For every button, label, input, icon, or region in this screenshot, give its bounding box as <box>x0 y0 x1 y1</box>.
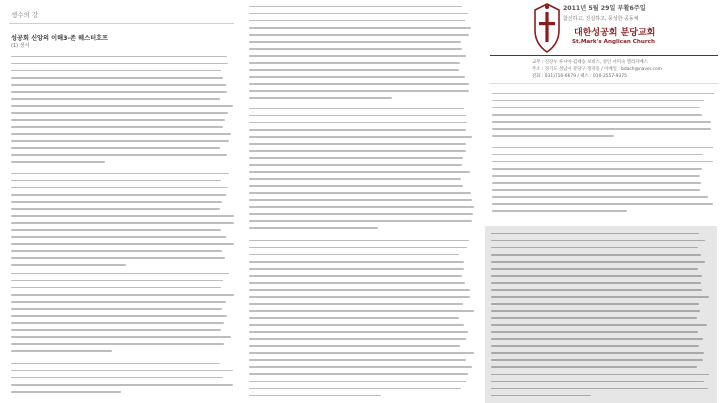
text-line <box>249 38 475 45</box>
text-line <box>11 102 235 109</box>
text-line <box>491 343 713 350</box>
text-line <box>11 262 235 269</box>
text-line <box>11 81 235 88</box>
highlight-box <box>485 226 717 403</box>
text-line <box>249 357 475 364</box>
text-line <box>11 60 235 67</box>
masthead <box>482 0 720 85</box>
text-line <box>11 388 235 395</box>
text-line <box>491 392 713 399</box>
text-line <box>491 350 713 357</box>
contact-rule <box>490 83 718 84</box>
church-motto: 참신하고, 진실하고, 풍성한 공동체 <box>563 16 639 22</box>
text-line <box>491 322 713 329</box>
text-line <box>491 244 713 251</box>
text-line <box>492 97 716 104</box>
text-line <box>11 233 235 240</box>
text-line <box>249 204 475 211</box>
text-line <box>11 226 235 233</box>
text-line <box>249 218 475 225</box>
text-line <box>11 381 235 388</box>
date-issue: 2011년 5월 29일 부활6주일 <box>563 5 646 12</box>
text-line <box>492 193 716 200</box>
article-body-3 <box>11 270 235 355</box>
text-line <box>249 59 475 66</box>
text-line <box>491 258 713 265</box>
text-line <box>249 251 475 258</box>
section-header <box>9 4 234 24</box>
text-line <box>11 374 235 381</box>
text-line <box>249 95 475 102</box>
text-line <box>249 244 475 251</box>
text-line <box>491 251 713 258</box>
text-line <box>249 336 475 343</box>
text-line <box>249 10 475 17</box>
text-line <box>11 248 235 255</box>
right-body-2 <box>492 144 716 214</box>
middle-body-3 <box>249 237 475 399</box>
text-line <box>249 52 475 59</box>
text-line <box>249 197 475 204</box>
text-line <box>249 88 475 95</box>
text-line <box>11 291 235 298</box>
article-subtitle: (1) 성서 <box>11 43 30 49</box>
text-line <box>249 66 475 73</box>
text-line <box>11 145 235 152</box>
text-line <box>249 300 475 307</box>
text-line <box>249 371 475 378</box>
text-line <box>491 315 713 322</box>
church-shield-icon <box>532 2 562 56</box>
text-line <box>249 190 475 197</box>
text-line <box>492 104 716 111</box>
text-line <box>249 286 475 293</box>
text-line <box>491 272 713 279</box>
text-line <box>11 131 235 138</box>
text-line <box>492 158 716 165</box>
text-line <box>492 172 716 179</box>
text-line <box>492 132 716 139</box>
text-line <box>11 360 235 367</box>
text-line <box>249 147 475 154</box>
text-line <box>11 88 235 95</box>
text-line <box>249 133 475 140</box>
left-column <box>0 0 241 403</box>
text-line <box>491 237 713 244</box>
text-line <box>249 175 475 182</box>
text-line <box>492 144 716 151</box>
text-line <box>249 279 475 286</box>
text-line <box>491 378 713 385</box>
church-name-ko: 대한성공회 분당교회 <box>574 28 656 38</box>
masthead-rule <box>490 55 718 56</box>
contact-address: 주소 : 경기도 성남시 분당구 정자동 / 이메일 : bdach@naver.com <box>532 67 662 72</box>
text-line <box>249 168 475 175</box>
text-line <box>11 198 235 205</box>
text-line <box>11 284 235 291</box>
text-line <box>491 364 713 371</box>
text-line <box>491 371 713 378</box>
text-line <box>11 219 235 226</box>
text-line <box>11 123 235 130</box>
middle-body-1 <box>249 3 475 102</box>
text-line <box>11 240 235 247</box>
text-line <box>249 183 475 190</box>
contact-phone: 전화 : 031)716-6679 / 팩스 : 010-2557-9375 <box>532 74 627 79</box>
text-line <box>249 45 475 52</box>
text-line <box>11 333 235 340</box>
text-line <box>249 24 475 31</box>
text-line <box>491 265 713 272</box>
text-line <box>249 265 475 272</box>
text-line <box>249 31 475 38</box>
text-line <box>491 230 713 237</box>
right-column <box>482 0 720 403</box>
text-line <box>11 67 235 74</box>
section-label: 생수의 강 <box>11 11 39 19</box>
text-line <box>11 177 235 184</box>
text-line <box>11 340 235 347</box>
text-line <box>249 112 475 119</box>
text-line <box>11 326 235 333</box>
text-line <box>11 367 235 374</box>
text-line <box>11 53 235 60</box>
text-line <box>249 154 475 161</box>
text-line <box>249 3 475 10</box>
text-line <box>11 74 235 81</box>
text-line <box>249 81 475 88</box>
text-line <box>491 293 713 300</box>
text-line <box>491 308 713 315</box>
text-line <box>492 179 716 186</box>
text-line <box>11 305 235 312</box>
text-line <box>249 161 475 168</box>
text-line <box>491 329 713 336</box>
text-line <box>249 293 475 300</box>
article-body-4 <box>11 360 235 395</box>
text-line <box>11 152 235 159</box>
text-line <box>492 118 716 125</box>
text-line <box>492 125 716 132</box>
text-line <box>249 378 475 385</box>
text-line <box>249 329 475 336</box>
text-line <box>491 300 713 307</box>
highlight-body <box>491 230 713 399</box>
right-body-1 <box>492 90 716 139</box>
text-line <box>249 105 475 112</box>
text-line <box>491 385 713 392</box>
text-line <box>249 364 475 371</box>
text-line <box>249 322 475 329</box>
text-line <box>249 385 475 392</box>
text-line <box>11 348 235 355</box>
text-line <box>11 319 235 326</box>
text-line <box>249 350 475 357</box>
text-line <box>11 277 235 284</box>
article-body-1 <box>11 53 235 166</box>
text-line <box>249 211 475 218</box>
text-line <box>249 17 475 24</box>
contact-staff: 교무 : 신강우 루시아·김세승 보비스, 성인 서미숙 엘리자베스 <box>532 60 648 65</box>
text-line <box>11 95 235 102</box>
article-body-2 <box>11 170 235 269</box>
text-line <box>492 200 716 207</box>
text-line <box>491 279 713 286</box>
text-line <box>11 191 235 198</box>
text-line <box>491 286 713 293</box>
text-line <box>11 138 235 145</box>
text-line <box>11 298 235 305</box>
text-line <box>249 140 475 147</box>
text-line <box>249 225 475 232</box>
text-line <box>492 207 716 214</box>
article-title: 성공회 신앙의 이해3-존 웨스터호프 <box>11 35 109 42</box>
text-line <box>249 272 475 279</box>
text-line <box>11 312 235 319</box>
text-line <box>11 255 235 262</box>
text-line <box>11 109 235 116</box>
text-line <box>11 270 235 277</box>
church-name-en: St.Mark's Anglican Church <box>572 39 655 45</box>
middle-column <box>241 0 479 403</box>
text-line <box>492 90 716 97</box>
text-line <box>11 116 235 123</box>
text-line <box>492 186 716 193</box>
text-line <box>249 73 475 80</box>
text-line <box>249 258 475 265</box>
text-line <box>249 315 475 322</box>
text-line <box>11 212 235 219</box>
text-line <box>492 165 716 172</box>
text-line <box>11 184 235 191</box>
text-line <box>491 357 713 364</box>
middle-body-2 <box>249 105 475 232</box>
text-line <box>249 392 475 399</box>
text-line <box>249 343 475 350</box>
text-line <box>249 237 475 244</box>
text-line <box>491 336 713 343</box>
text-line <box>11 170 235 177</box>
text-line <box>492 151 716 158</box>
text-line <box>249 307 475 314</box>
text-line <box>249 126 475 133</box>
text-line <box>11 159 235 166</box>
text-line <box>249 119 475 126</box>
text-line <box>492 111 716 118</box>
text-line <box>11 205 235 212</box>
